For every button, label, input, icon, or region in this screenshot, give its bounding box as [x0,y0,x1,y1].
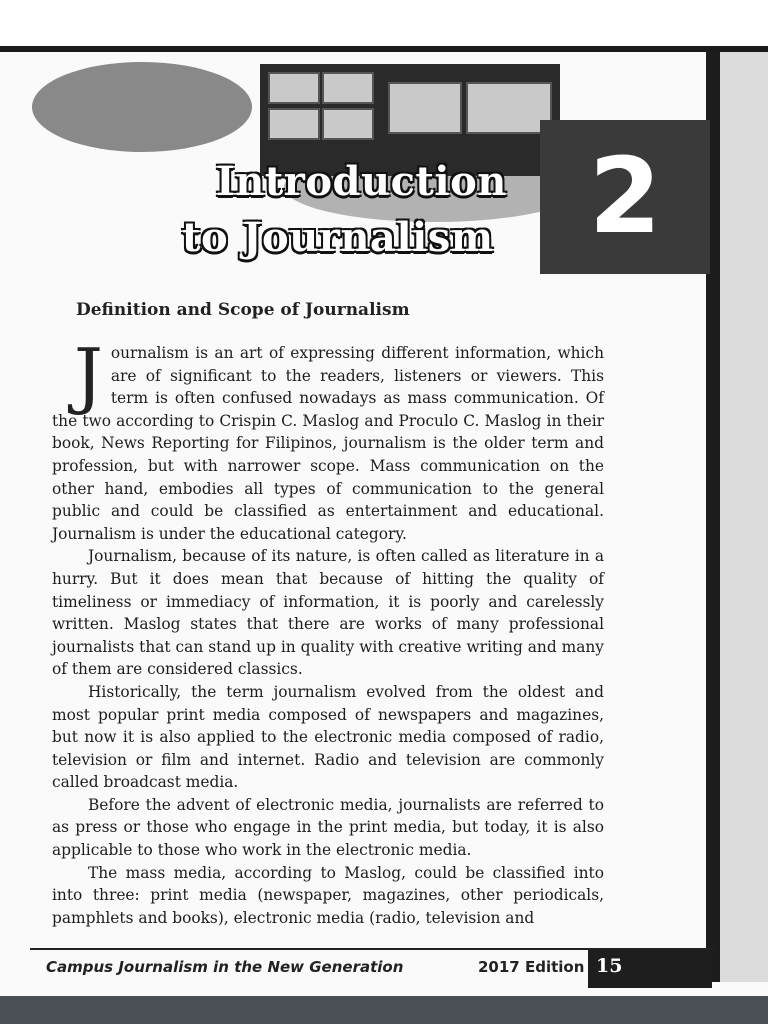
chapter-title-line1: Introduction [216,158,507,205]
paragraph-1-text: ournalism is an art of expressing different information, which are of significant to the readers, listeners or viewers. This term is often confused nowadays as mass communication. Of the two according to Crispin C. Maslog and Proculo C. Maslog in their book, News Reporting for Filipinos, journalism is the older term and profession, but with narrower scope. Mass communication on the other hand, embodies all types of communication to the general public and could be classified as entertainment and educational. Journalism is under the educational category. [52,344,604,543]
ink-splash-decoration [32,62,252,152]
chapter-number-box [540,120,710,274]
section-title: Definition and Scope of Journalism [76,300,410,320]
paragraph-1 [52,333,604,545]
paragraph-4: Before the advent of electronic media, journalists are referred to as press or those who engage in the print media, but today, it is also applicable to those who work in the electronic media. [52,795,604,860]
footer-edition: 2017 Edition [478,958,585,976]
page-top-rule [0,46,768,52]
paragraph-3: Historically, the term journalism evolved from the oldest and most popular print media composed of newspapers and magazines, but now it is also applied to the electronic media composed of radio, television or film and internet. Radio and television are commonly called broadcast media. [52,682,604,792]
chapter-number: 2 [588,135,662,257]
page-bottom-edge [0,996,768,1024]
paragraph-2: Journalism, because of its nature, is often called as literature in a hurry. But it does mean that because of hitting the quality of timeliness or immediacy of information, it is poorly and carelessly written. Maslog states that there are works of many professional journalists that can stand up in quality with creative writing and many of them are considered classics. [52,547,604,679]
footer-book-title: Campus Journalism in the New Generation [46,958,404,976]
chapter-title-line2: to Journalism [182,214,494,261]
drop-cap: J [74,333,103,417]
page-top-margin [0,0,768,46]
page-number: 15 [596,955,623,977]
page-right-edge [720,52,768,982]
paragraph-5: The mass media, according to Maslog, could be classified into into three: print media (newspaper, magazines, other periodicals, pamphlets and books), electronic media (radio, television and [52,863,604,927]
chapter-banner [24,56,708,274]
body-text [52,333,604,929]
page-number-box [588,950,712,988]
